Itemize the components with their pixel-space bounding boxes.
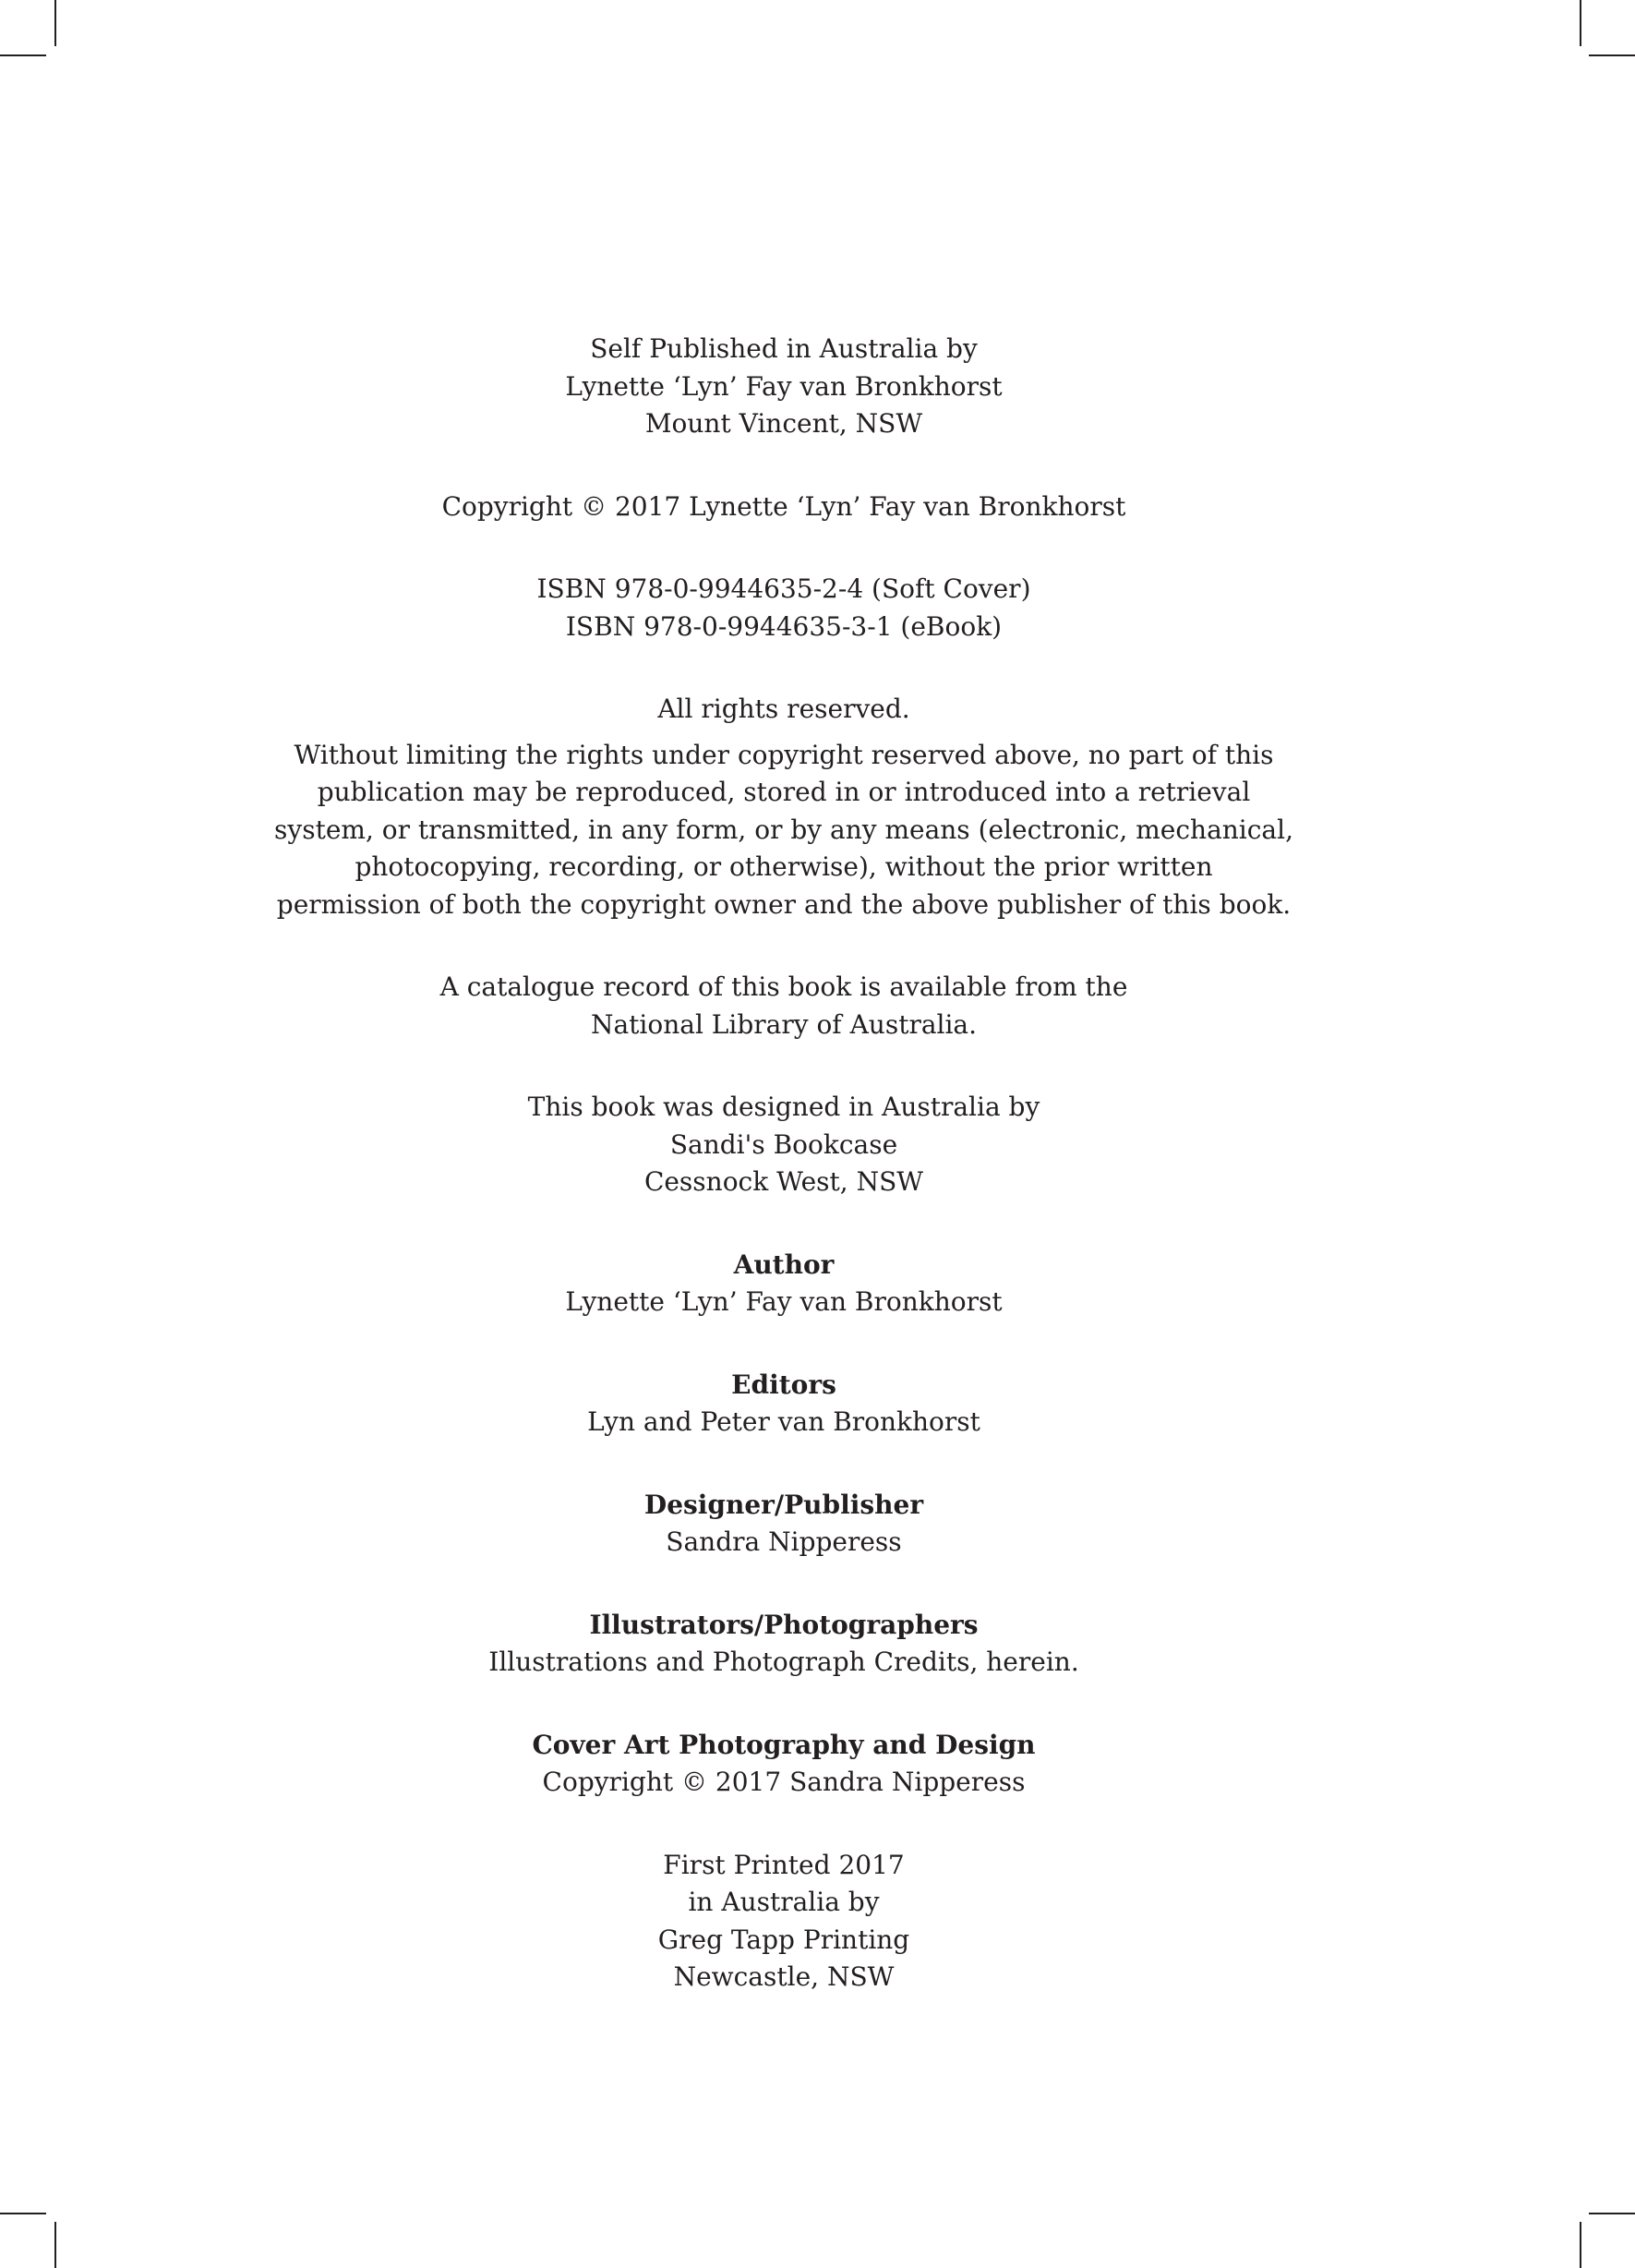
credit-author [0, 1247, 1568, 1321]
crop-mark-bottom-right-horizontal [1589, 2213, 1635, 2214]
credit-value: Copyright © 2017 Sandra Nipperess [542, 1767, 1026, 1797]
credit-cover-art [0, 1727, 1568, 1802]
crop-mark-top-left-horizontal [0, 54, 46, 56]
printing-line: in Australia by [688, 1887, 880, 1917]
isbn-line: ISBN 978-0-9944635-2-4 (Soft Cover) [536, 573, 1031, 604]
credit-value: Lynette ‘Lyn’ Fay van Bronkhorst [565, 1286, 1003, 1317]
crop-mark-top-left-vertical [54, 0, 56, 46]
catalogue-line: A catalogue record of this book is available from the [439, 971, 1128, 1002]
catalogue-line: National Library of Australia. [590, 1008, 978, 1040]
design-line: Sandi's Bookcase [669, 1128, 898, 1160]
imprint-page [0, 331, 1568, 1997]
credit-heading: Author [733, 1249, 835, 1280]
credit-editors [0, 1367, 1568, 1442]
rights-line: permission of both the copyright owner and the above publisher of this book. [276, 888, 1292, 920]
rights-line: publication may be reproduced, stored in or introduced into a retrieval [317, 777, 1251, 807]
credit-value: Illustrations and Photograph Credits, herein. [488, 1647, 1079, 1677]
isbn-line: ISBN 978-0-9944635-3-1 (eBook) [565, 610, 1003, 642]
credit-illustrators [0, 1607, 1568, 1682]
design-block [0, 1089, 1568, 1201]
printing-line: Newcastle, NSW [673, 1961, 895, 1992]
credit-heading: Illustrators/Photographers [589, 1609, 979, 1640]
rights-line: Without limiting the rights under copyright reserved above, no part of this [294, 739, 1274, 770]
crop-mark-top-right-vertical [1580, 0, 1581, 46]
printing-line: First Printed 2017 [663, 1849, 905, 1880]
rights-title: All rights reserved. [657, 694, 910, 724]
credit-value: Sandra Nipperess [666, 1526, 902, 1557]
isbn-block [0, 571, 1568, 645]
copyright-line: Copyright © 2017 Lynette ‘Lyn’ Fay van Bronkhorst [441, 490, 1126, 522]
crop-mark-bottom-left-horizontal [0, 2213, 46, 2214]
crop-mark-top-right-horizontal [1589, 54, 1635, 56]
publisher-line: Lynette ‘Lyn’ Fay van Bronkhorst [565, 370, 1003, 402]
printing-block [0, 1847, 1568, 1997]
credit-value: Lyn and Peter van Bronkhorst [587, 1406, 980, 1437]
crop-mark-bottom-left-vertical [54, 2222, 56, 2268]
crop-mark-bottom-right-vertical [1580, 2222, 1581, 2268]
design-line: Cessnock West, NSW [643, 1166, 924, 1197]
credit-heading: Designer/Publisher [643, 1489, 924, 1520]
rights-line: photocopying, recording, or otherwise), without the prior written [355, 851, 1213, 882]
credit-heading: Editors [731, 1369, 836, 1400]
printing-line: Greg Tapp Printing [657, 1924, 910, 1955]
design-line: This book was designed in Australia by [527, 1092, 1040, 1122]
credit-designer-publisher [0, 1487, 1568, 1562]
publisher-line: Self Published in Australia by [590, 333, 978, 364]
publisher-line: Mount Vincent, NSW [644, 408, 923, 439]
rights-block [0, 691, 1568, 923]
publisher-block [0, 331, 1568, 443]
catalogue-block [0, 969, 1568, 1044]
rights-line: system, or transmitted, in any form, or by any means (electronic, mechanical, [274, 814, 1293, 845]
credit-heading: Cover Art Photography and Design [532, 1729, 1036, 1760]
copyright-block [0, 489, 1568, 526]
